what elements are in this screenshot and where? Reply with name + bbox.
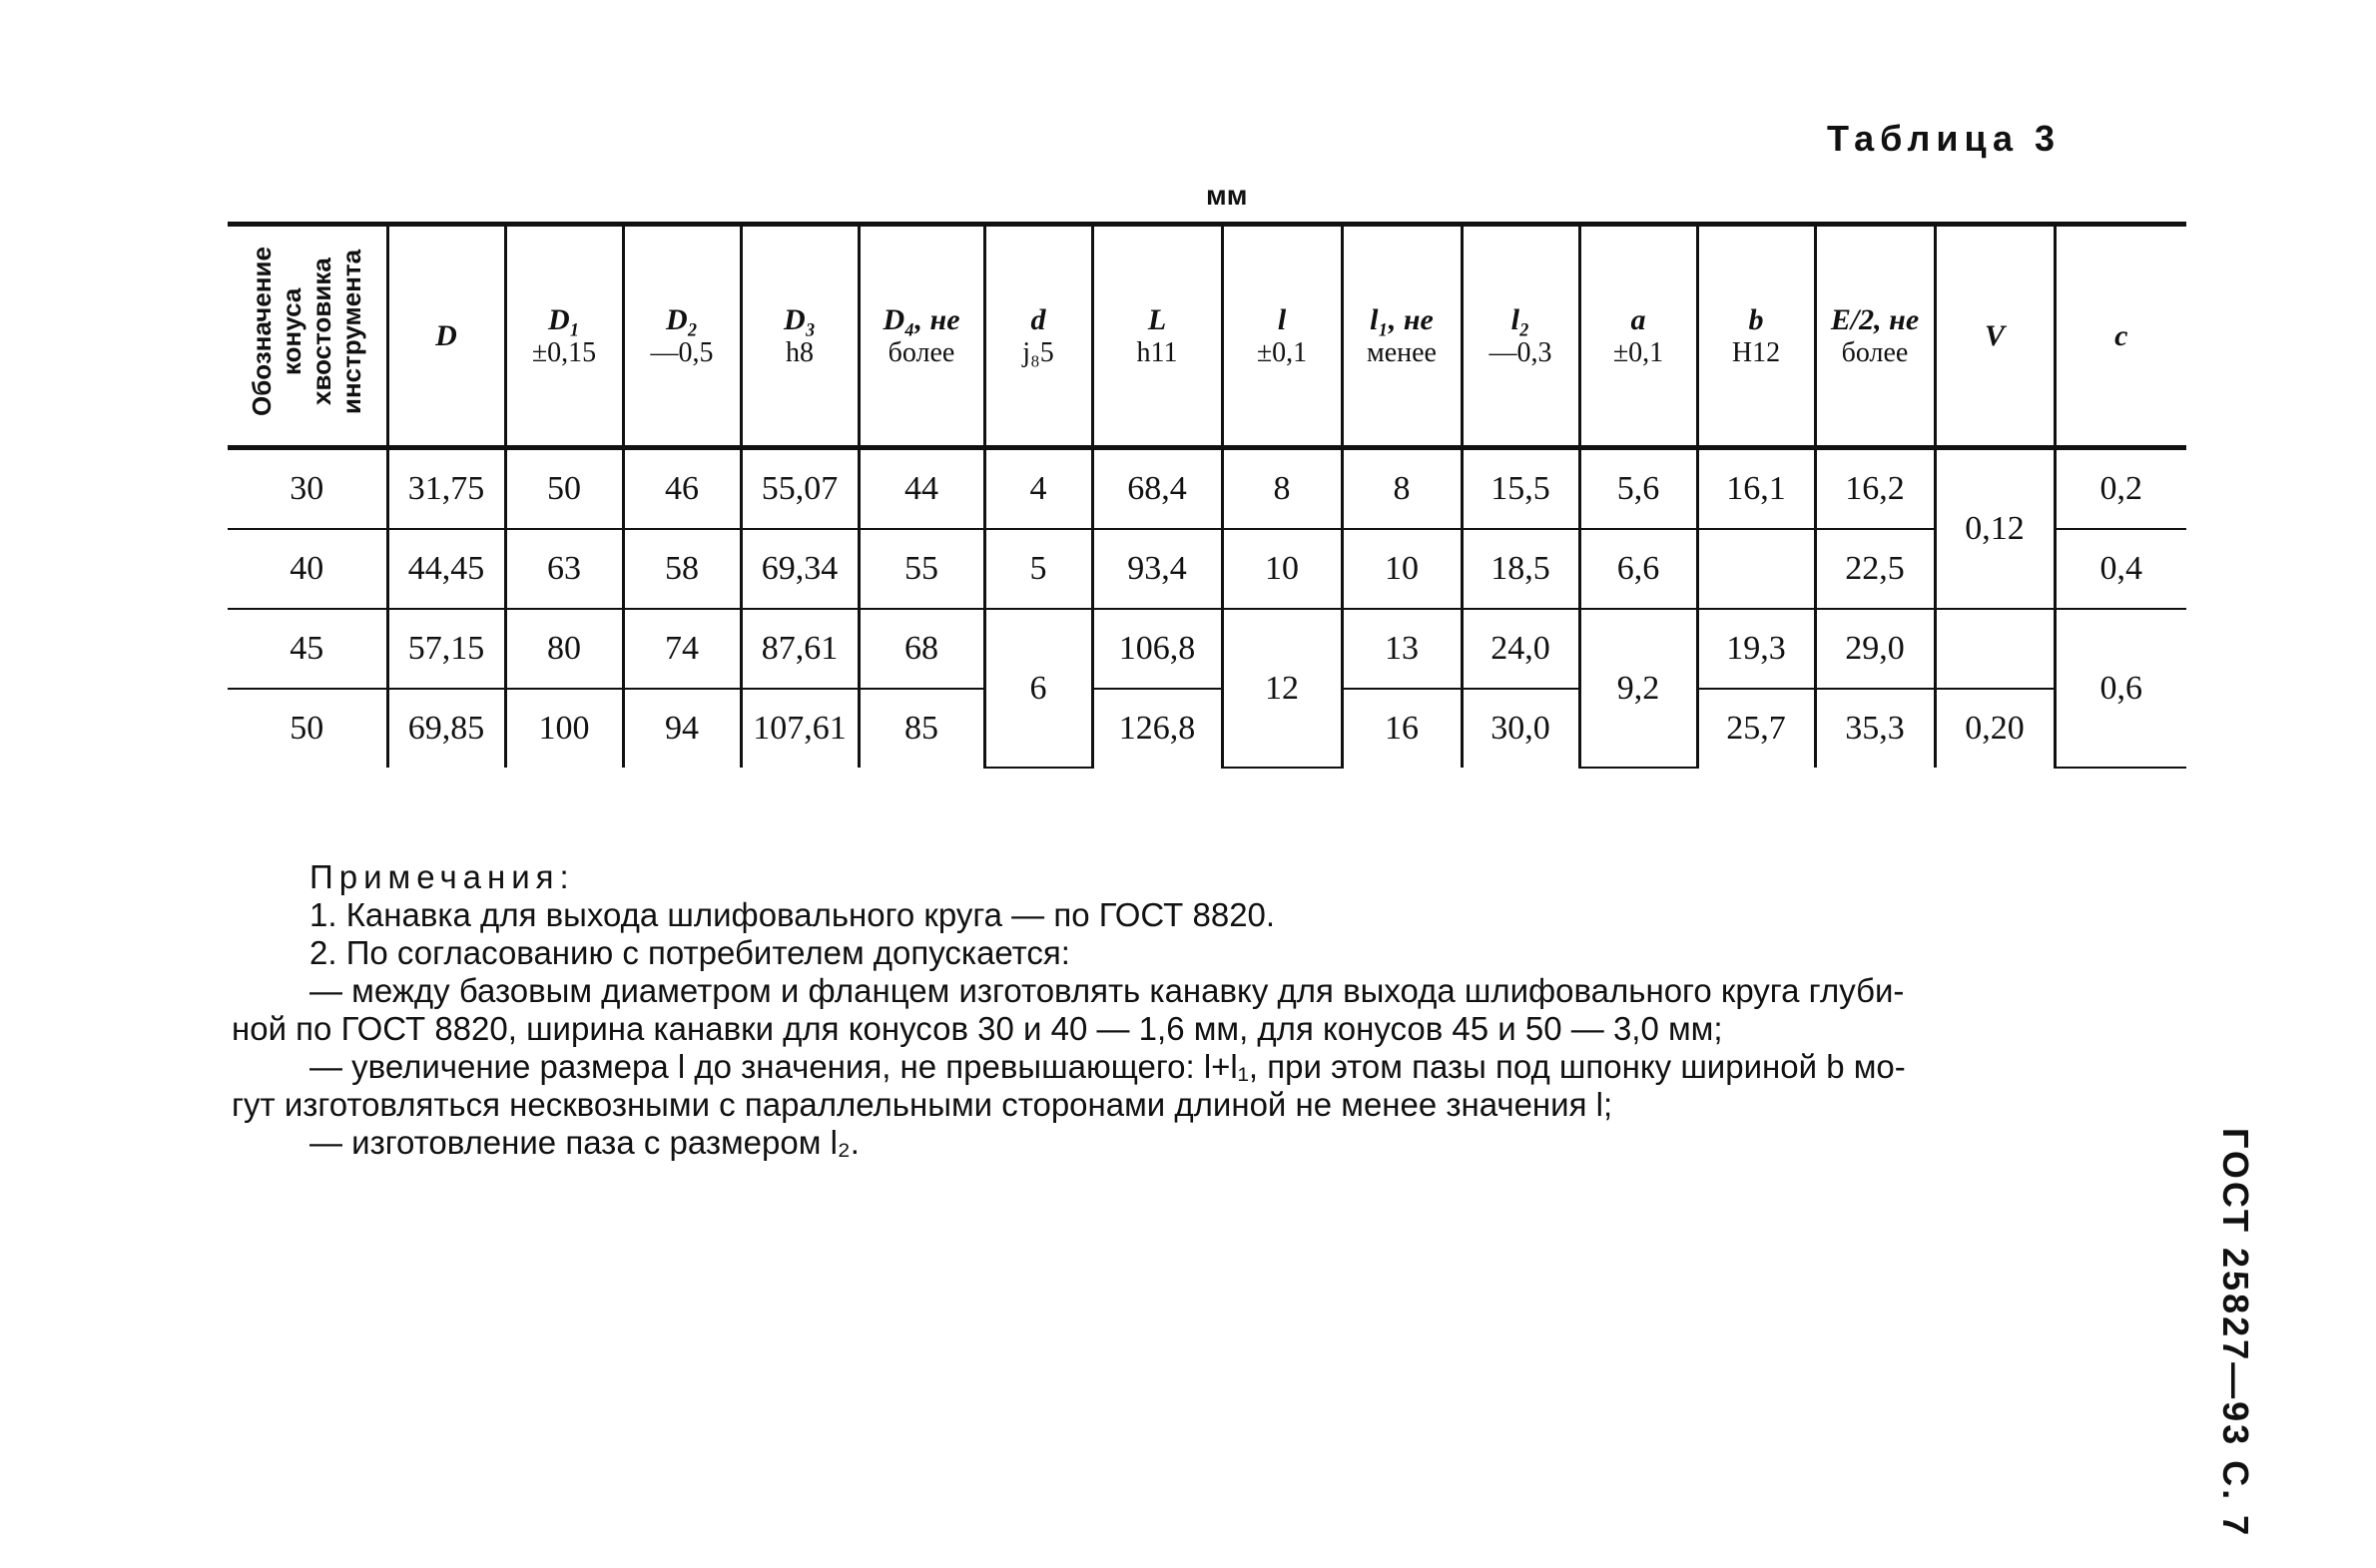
cell-E2: 22,5 — [1815, 529, 1935, 609]
cell-L: 126,8 — [1092, 689, 1222, 768]
header-b: b H12 — [1697, 225, 1815, 448]
dimensions-table — [228, 222, 2156, 769]
cell-D4: 55 — [859, 529, 984, 609]
cell-d: 5 — [984, 529, 1092, 609]
cell-D4: 44 — [859, 448, 984, 530]
note-2-dash-2b: гут изготовляться несквозными с параллельными сторонами длиной не менее значения l; — [232, 1086, 1613, 1123]
note-2-dash-2a: — увеличение размера l до значения, не превышающего: l+l₁, при этом пазы под шпонку шириной b мо- — [309, 1048, 1906, 1085]
cell-D1: 63 — [505, 529, 623, 609]
header-d: d j₈5 — [984, 225, 1092, 448]
header-c: c — [2055, 225, 2186, 448]
cell-D3: 55,07 — [741, 448, 859, 530]
header-V: V — [1935, 225, 2055, 448]
cell-D3: 69,34 — [741, 529, 859, 609]
note-2: 2. По согласованию с потребителем допускается: — [309, 934, 1070, 971]
header-D3: D₃ h8 — [741, 225, 859, 448]
header-l: l ±0,1 — [1222, 225, 1342, 448]
cell-D2: 58 — [623, 529, 741, 609]
cell-l1: 8 — [1342, 448, 1462, 530]
header-L: L h11 — [1092, 225, 1222, 448]
cell-l1: 16 — [1342, 689, 1462, 768]
cell-D: 31,75 — [387, 448, 505, 530]
cell-a: 6,6 — [1579, 529, 1697, 609]
table-row — [228, 689, 2186, 768]
table-row — [228, 609, 2186, 689]
cell-D3: 107,61 — [741, 689, 859, 768]
standard-page-label: ГОСТ 25827—93 С. 7 — [2215, 1128, 2256, 1539]
cell-l2: 24,0 — [1462, 609, 1579, 689]
cell-a: 5,6 — [1579, 448, 1697, 530]
header-D2: D₂ —0,5 — [623, 225, 741, 448]
note-2-dash-3: — изготовление паза с размером l₂. — [309, 1124, 860, 1161]
cell-cone: 50 — [290, 710, 324, 747]
cell-D4: 68 — [859, 609, 984, 689]
cell-a: 9,2 — [1579, 609, 1697, 768]
cell-l: 8 — [1222, 448, 1342, 530]
header-l1: l₁, не менее — [1342, 225, 1462, 448]
cell-D1: 100 — [505, 689, 623, 768]
cell-b: 19,3 — [1697, 609, 1815, 689]
header-a: a ±0,1 — [1579, 225, 1697, 448]
cell-V: 0,12 — [1935, 448, 2055, 610]
cell-b — [1697, 529, 1815, 609]
cell-c: 0,4 — [2055, 529, 2186, 609]
cell-b: 16,1 — [1697, 448, 1815, 530]
cell-D: 44,45 — [387, 529, 505, 609]
cell-D2: 46 — [623, 448, 741, 530]
cell-V: 0,20 — [1935, 689, 2055, 768]
cell-l: 12 — [1222, 609, 1342, 768]
table-header-row — [228, 225, 2186, 448]
notes-section — [232, 858, 2168, 1162]
cell-d: 6 — [984, 609, 1092, 768]
cell-cone: 45 — [228, 609, 387, 689]
cell-l: 10 — [1222, 529, 1342, 609]
cell-D1: 50 — [505, 448, 623, 530]
table-caption: Таблица 3 — [1827, 118, 2062, 159]
cell-D2: 74 — [623, 609, 741, 689]
units-label: мм — [1206, 180, 1248, 211]
cell-E2: 35,3 — [1815, 689, 1935, 768]
cell-D3: 87,61 — [741, 609, 859, 689]
note-2-dash-1a: — между базовым диаметром и фланцем изготовлять канавку для выхода шлифовального круга глуби- — [309, 972, 1905, 1009]
header-D: D — [387, 225, 505, 448]
cell-cone: 30 — [228, 448, 387, 530]
header-D1: D₁ ±0,15 — [505, 225, 623, 448]
cell-E2: 16,2 — [1815, 448, 1935, 530]
cell-l2: 15,5 — [1462, 448, 1579, 530]
cell-L: 68,4 — [1092, 448, 1222, 530]
cell-c: 0,6 — [2055, 609, 2186, 768]
cell-b: 25,7 — [1697, 689, 1815, 768]
cell-D4: 85 — [859, 689, 984, 768]
cell-L: 93,4 — [1092, 529, 1222, 609]
header-l2: l₂ —0,3 — [1462, 225, 1579, 448]
cell-D2: 94 — [623, 689, 741, 768]
note-1: 1. Канавка для выхода шлифовального круга — по ГОСТ 8820. — [309, 896, 1276, 933]
cell-cone: 40 — [228, 529, 387, 609]
notes-title: Примечания: — [309, 858, 575, 895]
table-row — [228, 529, 2186, 609]
cell-V — [1935, 609, 2055, 689]
cell-l1: 10 — [1342, 529, 1462, 609]
header-E2: E/2, не более — [1815, 225, 1935, 448]
cell-l2: 30,0 — [1462, 689, 1579, 768]
table-row — [228, 448, 2186, 530]
cell-d: 4 — [984, 448, 1092, 530]
cell-c: 0,2 — [2055, 448, 2186, 530]
cell-l2: 18,5 — [1462, 529, 1579, 609]
header-cone-designation: Обозначение конуса хвостовика инструмента — [228, 225, 387, 448]
cell-D: 57,15 — [387, 609, 505, 689]
cell-E2: 29,0 — [1815, 609, 1935, 689]
note-2-dash-1b: ной по ГОСТ 8820, ширина канавки для конусов 30 и 40 — 1,6 мм, для конусов 45 и 50 — 3,0 мм; — [232, 1010, 1723, 1047]
cell-D1: 80 — [505, 609, 623, 689]
cell-D: 69,85 — [387, 689, 505, 768]
cell-l1: 13 — [1342, 609, 1462, 689]
header-D4: D₄, не более — [859, 225, 984, 448]
cell-L: 106,8 — [1092, 609, 1222, 689]
